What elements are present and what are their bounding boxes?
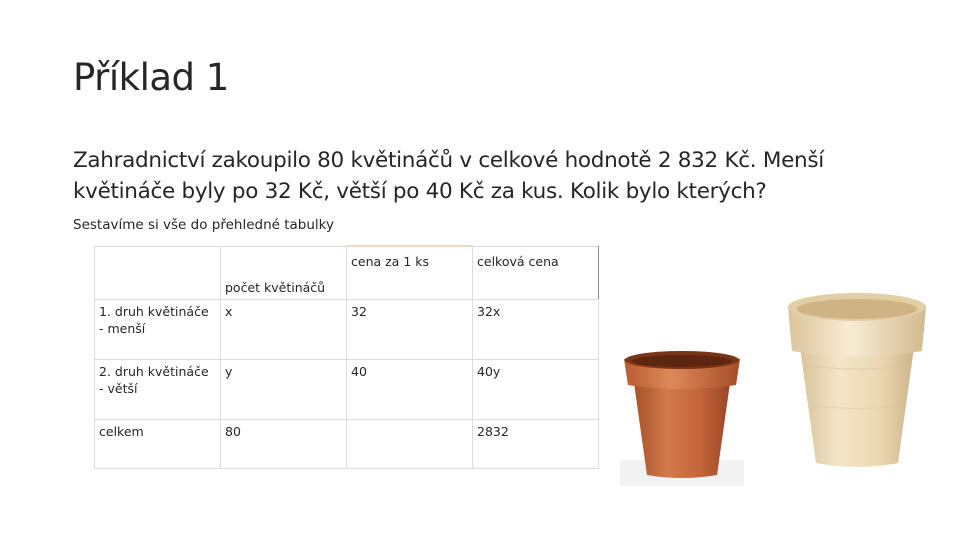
table-intro: Sestavíme si vše do přehledné tabulky <box>73 217 335 233</box>
row-count: 80 <box>221 420 347 469</box>
row-label: celkem <box>95 420 221 469</box>
slide-title: Příklad 1 <box>73 56 229 99</box>
row-total: 2832 <box>473 420 599 469</box>
table-row <box>95 360 599 420</box>
header-cell-empty <box>95 246 221 300</box>
terracotta-pot-image <box>612 345 752 490</box>
problem-line-2: květináče byly po 32 Kč, větší po 40 Kč za kus. Kolik bylo kterých? <box>73 179 767 204</box>
row-unit-price <box>347 420 473 469</box>
header-count: počet květináčů <box>221 246 347 300</box>
data-table <box>94 245 599 469</box>
row-total: 32x <box>473 300 599 360</box>
header-unit-price: cena za 1 ks <box>347 246 473 300</box>
row-unit-price: 32 <box>347 300 473 360</box>
table-row <box>95 300 599 360</box>
table-row <box>95 420 599 469</box>
row-count: y <box>221 360 347 420</box>
wooden-pot-image <box>782 285 932 475</box>
header-total-price: celková cena <box>473 246 599 300</box>
table-header-row <box>95 246 599 300</box>
row-count: x <box>221 300 347 360</box>
row-label: 2. druh květináče - větší <box>95 360 221 420</box>
problem-line-1: Zahradnictví zakoupilo 80 květináčů v celkové hodnotě 2 832 Kč. Menší <box>73 148 824 173</box>
row-unit-price: 40 <box>347 360 473 420</box>
row-total: 40y <box>473 360 599 420</box>
problem-text <box>73 145 923 207</box>
row-label: 1. druh květináče - menší <box>95 300 221 360</box>
